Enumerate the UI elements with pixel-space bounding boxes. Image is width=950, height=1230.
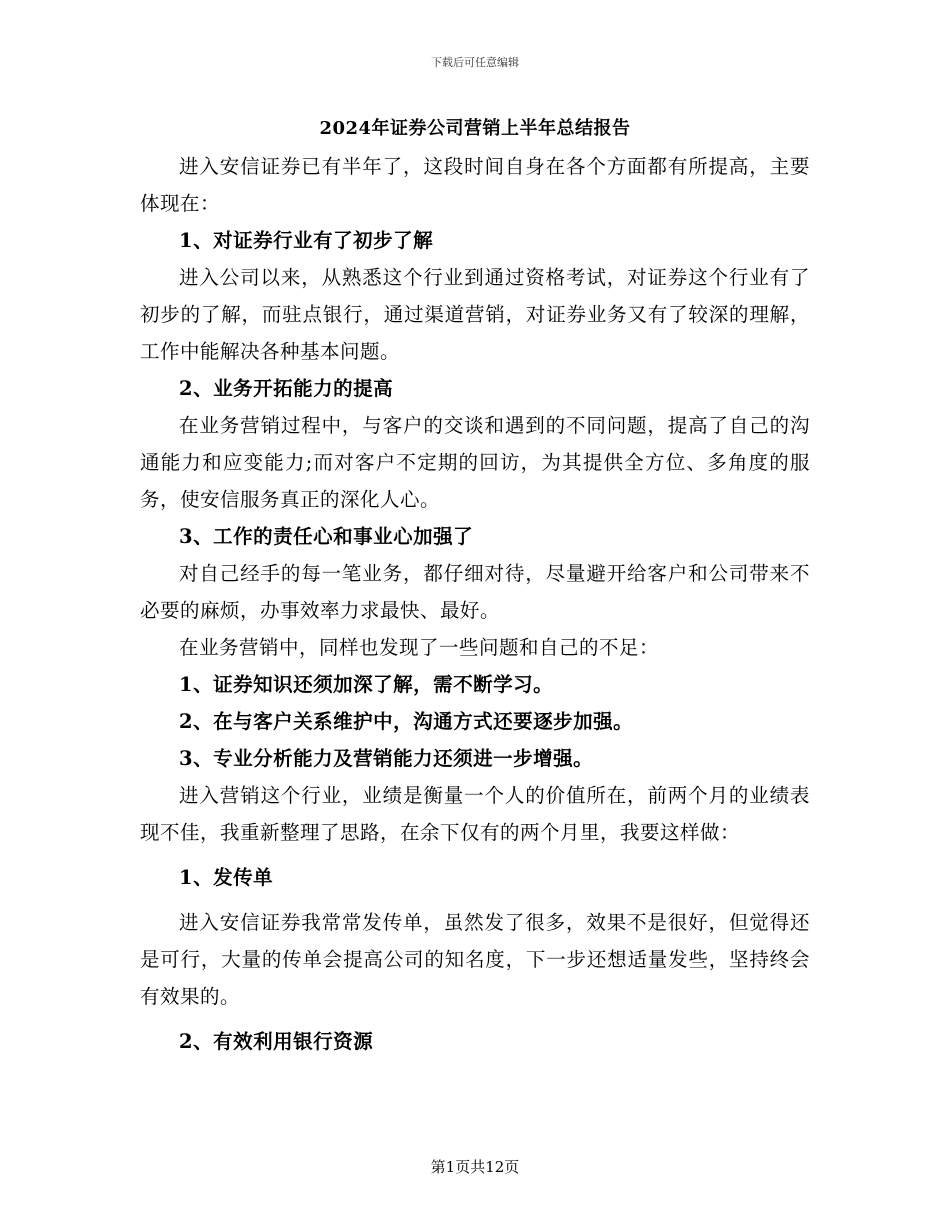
heading-responsibility: 3、工作的责任心和事业心加强了 [179,525,474,548]
heading-flyers: 1、发传单 [179,866,274,889]
paragraph-intro: 进入安信证券已有半年了，这段时间自身在各个方面都有所提高，主要体现在： [140,155,810,215]
document-body [140,148,810,1060]
heading-industry-understanding: 1、对证券行业有了初步了解 [179,229,434,252]
paragraph-business-development: 在业务营销过程中，与客户的交谈和遇到的不同问题，提高了自己的沟通能力和应变能力;而对客户不定期的回访，为其提供全方位、多角度的服务，使安信服务真正的深化人心。 [140,414,810,511]
shortcoming-item-3: 3、专业分析能力及营销能力还须进一步增强。 [179,747,594,770]
paragraph-plan-intro: 进入营销这个行业，业绩是衡量一个人的价值所在，前两个月的业绩表现不佳，我重新整理了思路，在余下仅有的两个月里，我要这样做： [140,784,810,844]
paragraph-flyers: 进入安信证券我常常发传单，虽然发了很多，效果不是很好，但觉得还是可行，大量的传单会提高公司的知名度，下一步还想适量发些，坚持终会有效果的。 [140,911,810,1008]
header-note: 下载后可任意编辑 [431,56,519,69]
heading-bank-resources: 2、有效利用银行资源 [179,1030,374,1053]
page-number: 第1页共12页 [430,1158,520,1176]
heading-business-development: 2、业务开拓能力的提高 [179,377,394,400]
paragraph-industry-understanding: 进入公司以来，从熟悉这个行业到通过资格考试，对证券这个行业有了初步的了解，而驻点银行，通过渠道营销，对证券业务又有了较深的理解，工作中能解决各种基本问题。 [140,266,810,363]
shortcoming-item-2: 2、在与客户关系维护中，沟通方式还要逐步加强。 [179,710,634,733]
document-title: 2024年证券公司营销上半年总结报告 [319,118,631,139]
paragraph-responsibility: 对自己经手的每一笔业务，都仔细对待，尽量避开给客户和公司带来不必要的麻烦，办事效率力求最快、最好。 [140,562,810,622]
shortcoming-item-1: 1、证券知识还须加深了解，需不断学习。 [179,673,554,696]
paragraph-shortcomings-intro: 在业务营销中，同样也发现了一些问题和自己的不足： [179,636,660,659]
